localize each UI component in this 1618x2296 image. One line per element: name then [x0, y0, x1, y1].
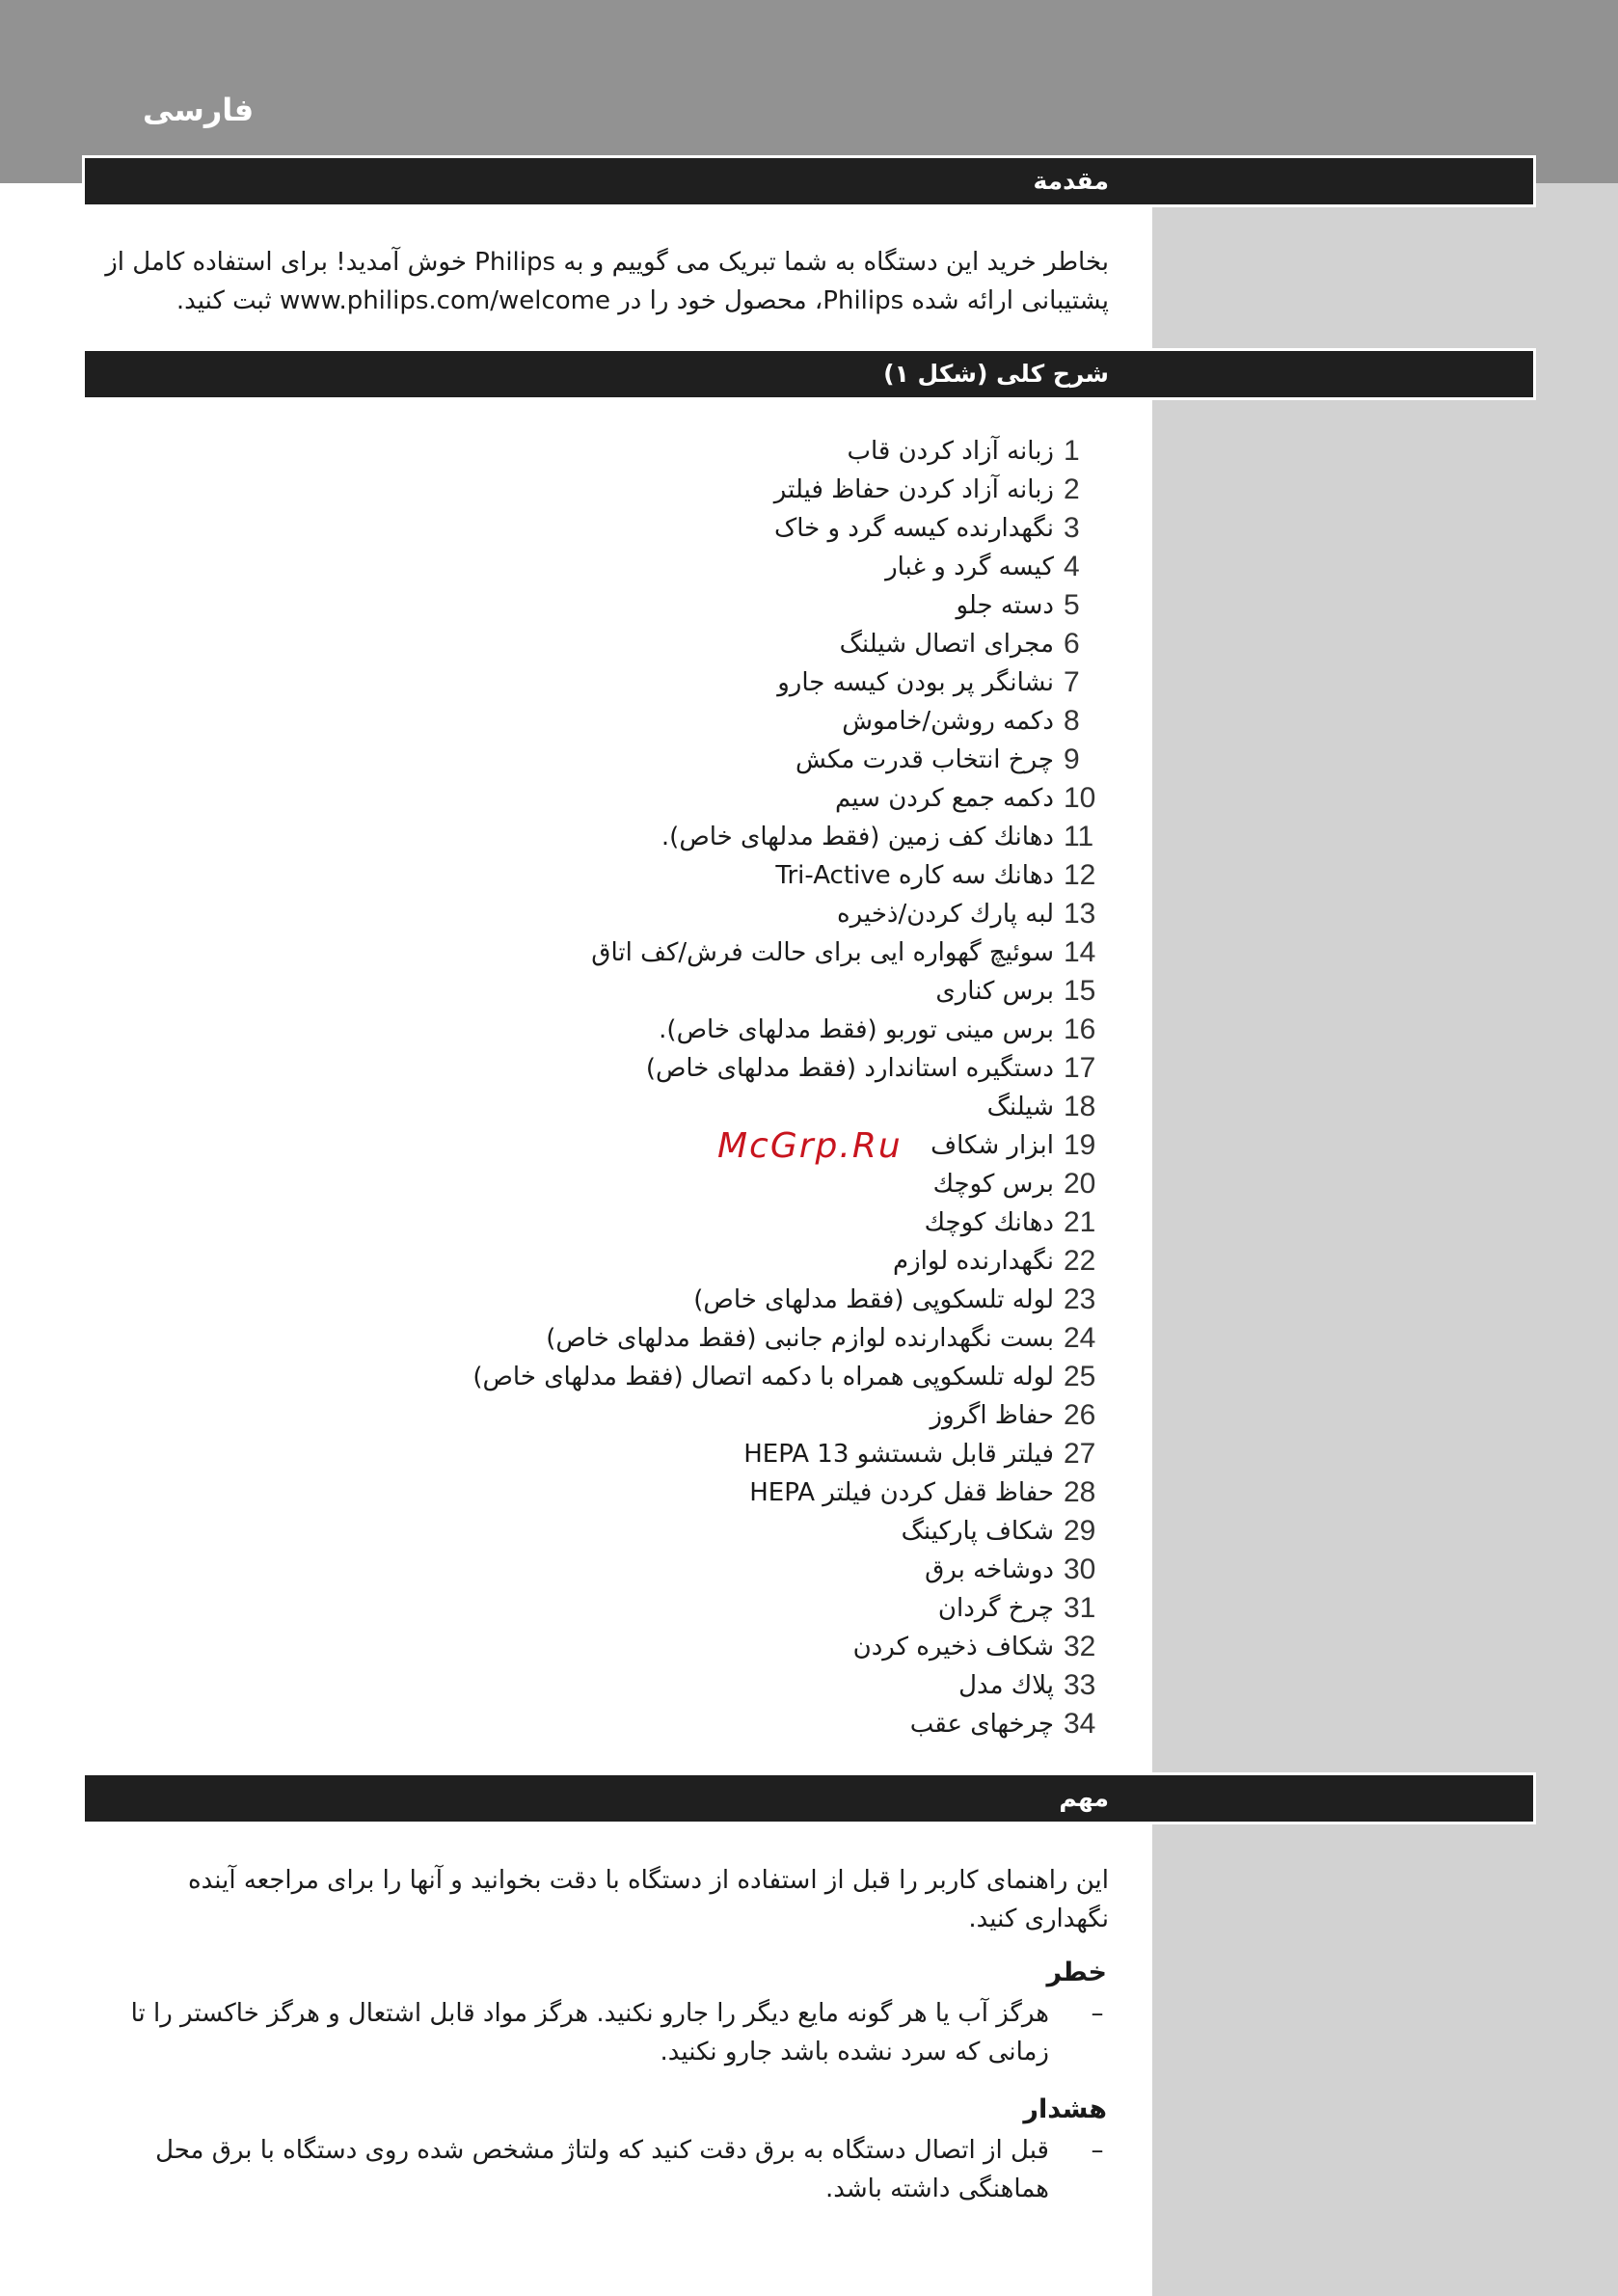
item-text: فیلتر قابل شستشو HEPA 13 [743, 1440, 1054, 1469]
list-item [289, 1126, 1114, 1165]
list-item [289, 1705, 1114, 1743]
section-title-overview: شرح کلی (شکل ۱) [883, 360, 1109, 388]
item-number: 27 [1064, 1438, 1096, 1470]
item-number: 2 [1064, 473, 1080, 505]
item-text: دکمه جمع کردن سیم [835, 784, 1054, 813]
item-number: 14 [1064, 936, 1096, 968]
item-number: 15 [1064, 975, 1096, 1007]
item-text: دوشاخه برق [925, 1555, 1054, 1584]
item-text: سوئیچ گهواره ایی برای حالت فرش/کف اتاق [591, 938, 1054, 967]
item-text: دهانك کف زمین (فقط مدلهای خاص). [661, 823, 1054, 851]
item-text: نگهدارنده کیسه گرد و خاک [773, 514, 1054, 543]
item-text: نشانگر پر بودن کیسه جارو [777, 668, 1054, 697]
list-item [289, 1319, 1114, 1358]
item-number: 16 [1064, 1013, 1096, 1045]
danger-line: هرگز آب یا هر گونه مایع دیگر را جارو نکنید. هرگز مواد قابل اشتعال و هرگز خاکستر را تا [130, 1999, 1049, 2028]
item-text: لوله تلسکوپی همراه با دکمه اتصال (فقط مدلهای خاص) [472, 1363, 1054, 1391]
section-bar-overview [85, 351, 1533, 397]
danger-line: زمانی که سرد نشده باشد جارو نکنید. [660, 2038, 1049, 2066]
item-text: شکاف ذخیره کردن [852, 1633, 1054, 1661]
item-number: 19 [1064, 1129, 1096, 1161]
list-item [289, 779, 1114, 818]
item-text: چرخ گردان [937, 1594, 1054, 1623]
item-number: 25 [1064, 1361, 1096, 1392]
item-number: 30 [1064, 1553, 1096, 1585]
list-item [289, 1011, 1114, 1049]
item-text: دسته جلو [956, 591, 1054, 620]
watermark: McGrp.Ru [717, 1126, 903, 1166]
list-item [289, 1203, 1114, 1242]
language-label: فارسی [143, 92, 255, 128]
important-line: این راهنمای کاربر را قبل از استفاده از دستگاه با دقت بخوانید و آنها را برای مراجعه آینده [188, 1866, 1109, 1895]
bullet-dash: – [1091, 2136, 1104, 2165]
list-item [289, 856, 1114, 895]
item-text: برس کناری [935, 977, 1054, 1006]
item-number: 13 [1064, 898, 1096, 930]
item-number: 21 [1064, 1206, 1096, 1238]
item-number: 8 [1064, 705, 1080, 737]
side-margin-column [1152, 183, 1618, 2296]
item-number: 1 [1064, 435, 1080, 467]
list-item [289, 1358, 1114, 1396]
list-item [289, 972, 1114, 1011]
item-text: دکمه روشن/خاموش [842, 707, 1054, 736]
item-text: چرخ انتخاب قدرت مکش [795, 745, 1054, 774]
item-number: 20 [1064, 1168, 1096, 1200]
item-number: 23 [1064, 1283, 1096, 1315]
item-text: کیسه گرد و غبار [885, 553, 1054, 581]
intro-paragraph [106, 243, 1109, 320]
intro-line: بخاطر خرید این دستگاه به شما تبریک می گوییم و به Philips خوش آمدید! برای استفاده کامل از [105, 248, 1109, 277]
list-item [289, 1049, 1114, 1088]
list-item [289, 1666, 1114, 1705]
list-item [289, 1435, 1114, 1473]
parts-list [289, 432, 1114, 1743]
item-number: 5 [1064, 589, 1080, 621]
bullet-dash: – [1091, 1999, 1104, 2028]
item-text: برس مینی توربو (فقط مدلهای خاص). [659, 1015, 1054, 1044]
warning-line: قبل از اتصال دستگاه به برق دقت کنید که ولتاژ مشخص شده روی دستگاه با برق محل [155, 2136, 1049, 2165]
item-text: دهانك کوچك [924, 1208, 1054, 1237]
item-text: مجرای اتصال شیلنگ [839, 630, 1054, 659]
item-number: 17 [1064, 1052, 1096, 1084]
item-number: 7 [1064, 666, 1080, 698]
list-item [289, 1589, 1114, 1628]
list-item [289, 1165, 1114, 1203]
item-text: شکاف پارکینگ [901, 1517, 1054, 1546]
item-text: زبانه آزاد کردن قاب [847, 437, 1054, 466]
section-bar-important [85, 1775, 1533, 1822]
item-number: 3 [1064, 512, 1080, 544]
item-text: لوله تلسکوپی (فقط مدلهای خاص) [693, 1285, 1054, 1314]
section-bar-intro [85, 158, 1533, 204]
item-text: دهانك سه کاره Tri-Active [775, 861, 1054, 890]
list-item [289, 1512, 1114, 1551]
item-number: 4 [1064, 551, 1080, 582]
list-item [289, 818, 1114, 856]
list-item [289, 625, 1114, 663]
item-text: لبه پارك کردن/ذخیره [837, 900, 1054, 929]
item-number: 9 [1064, 743, 1080, 775]
section-title-intro: مقدمة [1033, 167, 1109, 195]
list-item [289, 586, 1114, 625]
item-number: 34 [1064, 1708, 1096, 1740]
item-text: پلاك مدل [958, 1671, 1054, 1700]
item-number: 22 [1064, 1245, 1096, 1277]
list-item [289, 432, 1114, 471]
item-number: 24 [1064, 1322, 1096, 1354]
list-item [289, 1551, 1114, 1589]
item-text: نگهدارنده لوازم [892, 1247, 1054, 1276]
item-text: حفاظ قفل کردن فیلتر HEPA [749, 1478, 1054, 1507]
danger-bullet [106, 1994, 1109, 2071]
item-text: شیلنگ [986, 1093, 1054, 1121]
item-number: 26 [1064, 1399, 1096, 1431]
item-text: برس کوچك [932, 1170, 1054, 1199]
item-number: 28 [1064, 1476, 1096, 1508]
list-item [289, 1281, 1114, 1319]
item-text: زبانه آزاد کردن حفاظ فیلتر [773, 475, 1054, 504]
item-text: حفاظ اگروز [930, 1401, 1054, 1430]
list-item [289, 1473, 1114, 1512]
list-item [289, 741, 1114, 779]
list-item [289, 1628, 1114, 1666]
list-item [289, 663, 1114, 702]
item-text: ابزار شکاف [930, 1131, 1054, 1160]
warning-heading: هشدار [1023, 2094, 1107, 2124]
item-number: 31 [1064, 1592, 1096, 1624]
item-number: 10 [1064, 782, 1096, 814]
item-number: 33 [1064, 1669, 1096, 1701]
item-text: بست نگهدارنده لوازم جانبی (فقط مدلهای خاص) [546, 1324, 1054, 1353]
danger-heading: خطر [1046, 1958, 1107, 1987]
item-number: 11 [1064, 821, 1094, 852]
list-item [289, 895, 1114, 933]
list-item [289, 548, 1114, 586]
warning-line: هماهنگی داشته باشد. [824, 2174, 1049, 2203]
item-number: 18 [1064, 1091, 1096, 1122]
list-item [289, 1242, 1114, 1281]
list-item [289, 933, 1114, 972]
list-item [289, 471, 1114, 509]
item-number: 32 [1064, 1631, 1096, 1662]
important-paragraph [106, 1861, 1109, 1938]
list-item [289, 1088, 1114, 1126]
item-text: دستگیره استاندارد (فقط مدلهای خاص) [645, 1054, 1054, 1083]
list-item [289, 702, 1114, 741]
important-line: نگهداری کنید. [968, 1904, 1109, 1933]
warning-bullet [106, 2131, 1109, 2208]
item-number: 12 [1064, 859, 1096, 891]
intro-line: پشتیبانی ارائه شده Philips، محصول خود را در www.philips.com/welcome ثبت کنید. [175, 286, 1109, 315]
item-number: 6 [1064, 628, 1080, 660]
item-number: 29 [1064, 1515, 1096, 1547]
item-text: چرخهای عقب [909, 1710, 1054, 1739]
section-title-important: مهم [1059, 1784, 1109, 1812]
list-item [289, 509, 1114, 548]
list-item [289, 1396, 1114, 1435]
